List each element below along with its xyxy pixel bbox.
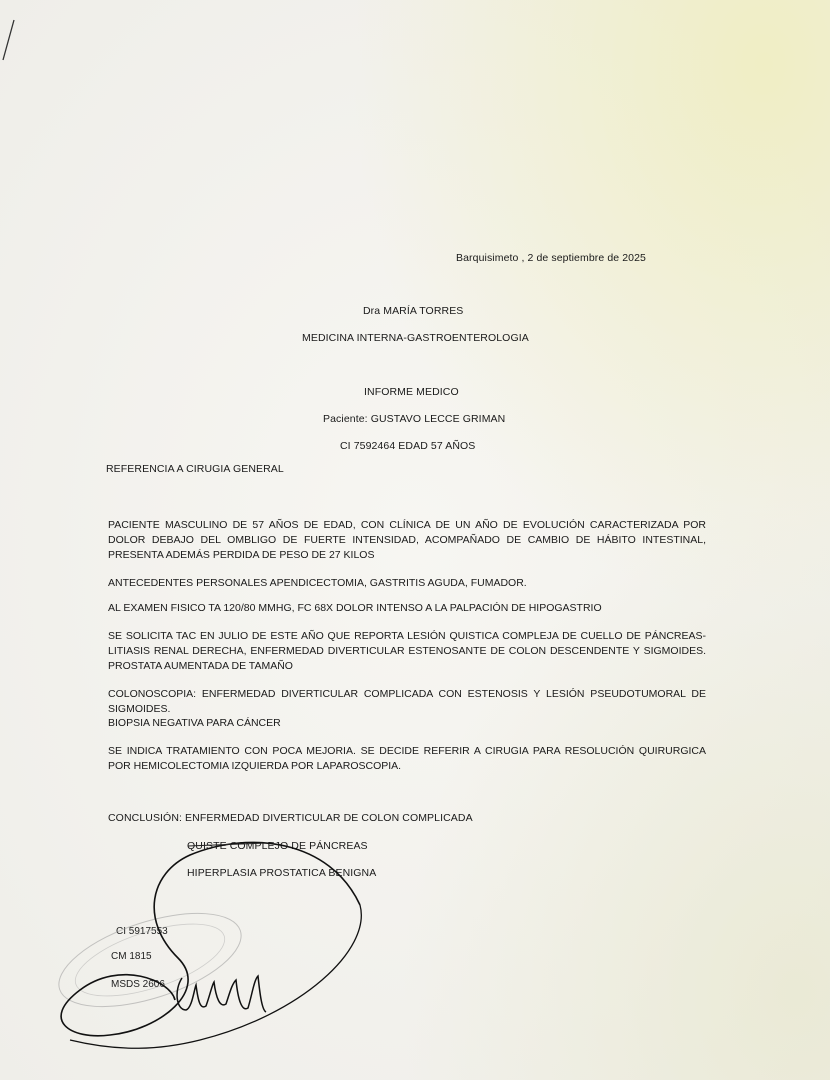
paragraph-ct-scan: SE SOLICITA TAC EN JULIO DE ESTE AÑO QUE REPORTA LESIÓN QUISTICA COMPLEJA DE CUELLO DE PÁNCREAS- LITIASIS RENAL DERECHA, ENFERMEDAD DIVERTICULAR ESTENOSANTE DE COLON DESCENDENTE Y SIGMOIDES. PROSTATA AUMENTADA DE TAMAÑO — [108, 630, 706, 672]
doctor-specialty: MEDICINA INTERNA-GASTROENTEROLOGIA — [302, 332, 529, 344]
signature-name-stroke — [177, 976, 266, 1012]
reference-line: REFERENCIA A CIRUGIA GENERAL — [106, 463, 284, 475]
paragraph-treatment: SE INDICA TRATAMIENTO CON POCA MEJORIA. SE DECIDE REFERIR A CIRUGIA PARA RESOLUCIÓN QUIRURGICA POR HEMICOLECTOMIA IZQUIERDA POR LAPAROSCOPIA. — [108, 745, 706, 772]
patient-name: Paciente: GUSTAVO LECCE GRIMAN — [323, 413, 506, 425]
doctor-name: Dra MARÍA TORRES — [363, 305, 464, 317]
paragraph-colonoscopy: COLONOSCOPIA: ENFERMEDAD DIVERTICULAR COMPLICADA CON ESTENOSIS Y LESIÓN PSEUDOTUMORAL DE SIGMOIDES. — [108, 688, 706, 715]
report-title: INFORME MEDICO — [364, 386, 459, 398]
signature-msds: MSDS 2606 — [111, 979, 165, 990]
conclusion-line-3: HIPERPLASIA PROSTATICA BENIGNA — [187, 867, 377, 879]
paragraph-history: PACIENTE MASCULINO DE 57 AÑOS DE EDAD, CON CLÍNICA DE UN AÑO DE EVOLUCIÓN CARACTERIZADA POR DOLOR DEBAJO DEL OMBLIGO DE FUERTE INTENSIDAD, ACOMPAÑADO DE CAMBIO DE HÁBITO INTESTINAL, PRESENTA ADEMÁS PERDIDA DE PESO DE 27 KILOS — [108, 519, 706, 561]
paragraph-physical-exam: AL EXAMEN FISICO TA 120/80 MMHG, FC 68X DOLOR INTENSO A LA PALPACIÓN DE HIPOGASTRIO — [108, 602, 602, 614]
place-date: Barquisimeto , 2 de septiembre de 2025 — [456, 252, 646, 264]
patient-id-age: CI 7592464 EDAD 57 AÑOS — [340, 440, 476, 452]
paragraph-antecedents: ANTECEDENTES PERSONALES APENDICECTOMIA, GASTRITIS AGUDA, FUMADOR. — [108, 577, 527, 589]
signature-tail-stroke — [70, 905, 361, 1048]
conclusion-line-1: CONCLUSIÓN: ENFERMEDAD DIVERTICULAR DE COLON COMPLICADA — [108, 812, 473, 824]
paragraph-biopsy: BIOPSIA NEGATIVA PARA CÁNCER — [108, 717, 281, 729]
signature-cm: CM 1815 — [111, 951, 152, 962]
corner-pen-mark — [0, 18, 16, 62]
signature-ci: CI 5917553 — [116, 926, 168, 937]
conclusion-line-2: QUISTE COMPLEJO DE PÁNCREAS — [187, 840, 368, 852]
